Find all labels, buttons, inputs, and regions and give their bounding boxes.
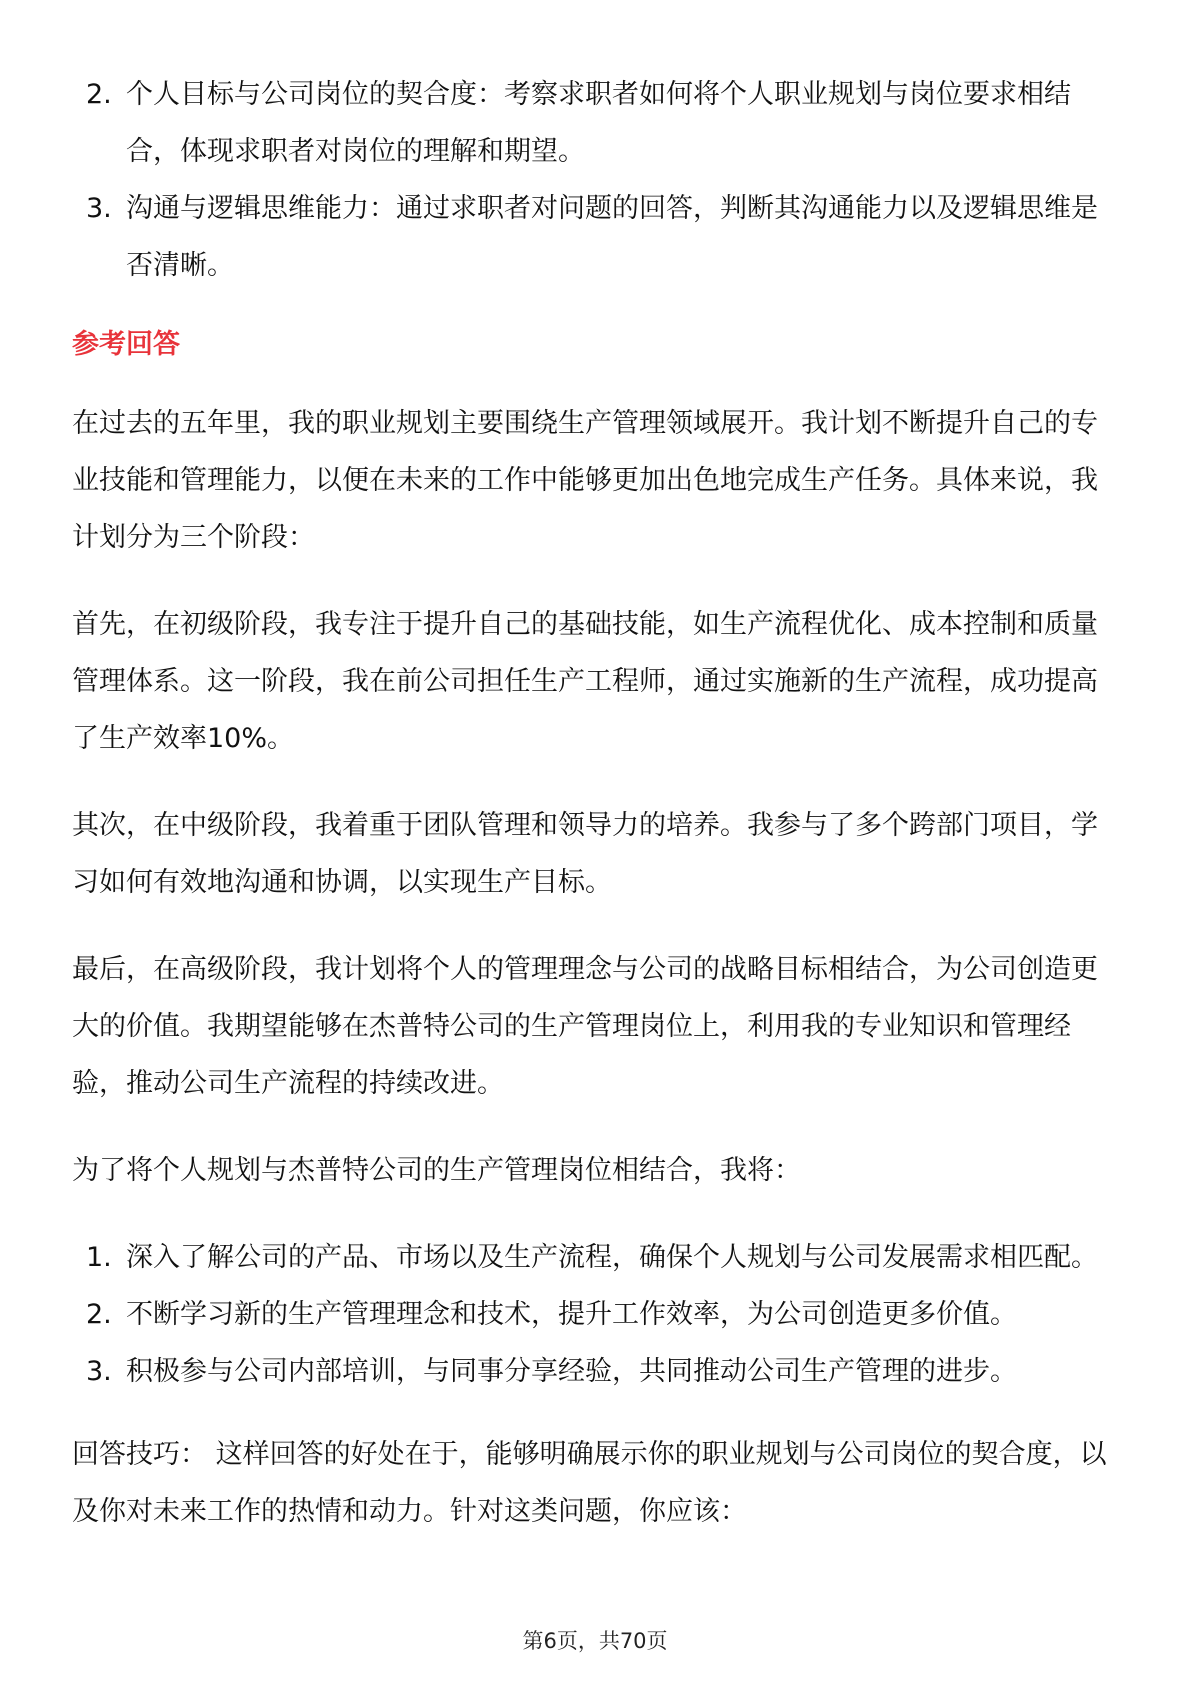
list-item-text: 不断学习新的生产管理理念和技术，提升工作效率，为公司创造更多价值。 [126, 1299, 1017, 1330]
list-item-number: 2. [86, 1299, 112, 1330]
list-item-number: 2. [86, 79, 112, 110]
list-item [72, 66, 1122, 180]
paragraph: 在过去的五年里，我的职业规划主要围绕生产管理领域展开。我计划不断提升自己的专业技能和管理能力，以便在未来的工作中能够更加出色地完成生产任务。具体来说，我计划分为三个阶段： [72, 408, 1098, 553]
page-content [72, 66, 1122, 1570]
paragraph: 最后，在高级阶段，我计划将个人的管理理念与公司的战略目标相结合，为公司创造更大的价值。我期望能够在杰普特公司的生产管理岗位上，利用我的专业知识和管理经验，推动公司生产流程的持续改进。 [72, 954, 1098, 1099]
list-item-text: 个人目标与公司岗位的契合度：考察求职者如何将个人职业规划与岗位要求相结合，体现求职者对岗位的理解和期望。 [126, 79, 1071, 167]
page-number-footer: 第6页，共70页 [522, 1629, 668, 1653]
action-plan-list [72, 1229, 1122, 1400]
evaluation-criteria-list [72, 66, 1122, 294]
list-item-text: 沟通与逻辑思维能力：通过求职者对问题的回答，判断其沟通能力以及逻辑思维是否清晰。 [126, 193, 1098, 281]
section-heading: 参考回答 [72, 329, 180, 360]
list-item-number: 3. [86, 193, 112, 224]
list-item [72, 180, 1122, 294]
list-item [72, 1286, 1122, 1343]
list-item-text: 深入了解公司的产品、市场以及生产流程，确保个人规划与公司发展需求相匹配。 [126, 1242, 1098, 1273]
list-item [72, 1343, 1122, 1400]
paragraph: 首先，在初级阶段，我专注于提升自己的基础技能，如生产流程优化、成本控制和质量管理体系。这一阶段，我在前公司担任生产工程师，通过实施新的生产流程，成功提高了生产效率10%。 [72, 609, 1098, 754]
paragraph: 为了将个人规划与杰普特公司的生产管理岗位相结合，我将： [72, 1155, 801, 1186]
list-item-number: 3. [86, 1356, 112, 1387]
list-item [72, 1229, 1122, 1286]
tips-paragraph: 回答技巧： 这样回答的好处在于，能够明确展示你的职业规划与公司岗位的契合度，以及你对未来工作的热情和动力。针对这类问题，你应该： [72, 1439, 1107, 1527]
list-item-number: 1. [86, 1242, 112, 1273]
paragraph: 其次，在中级阶段，我着重于团队管理和领导力的培养。我参与了多个跨部门项目，学习如何有效地沟通和协调，以实现生产目标。 [72, 810, 1098, 898]
list-item-text: 积极参与公司内部培训，与同事分享经验，共同推动公司生产管理的进步。 [126, 1356, 1017, 1387]
